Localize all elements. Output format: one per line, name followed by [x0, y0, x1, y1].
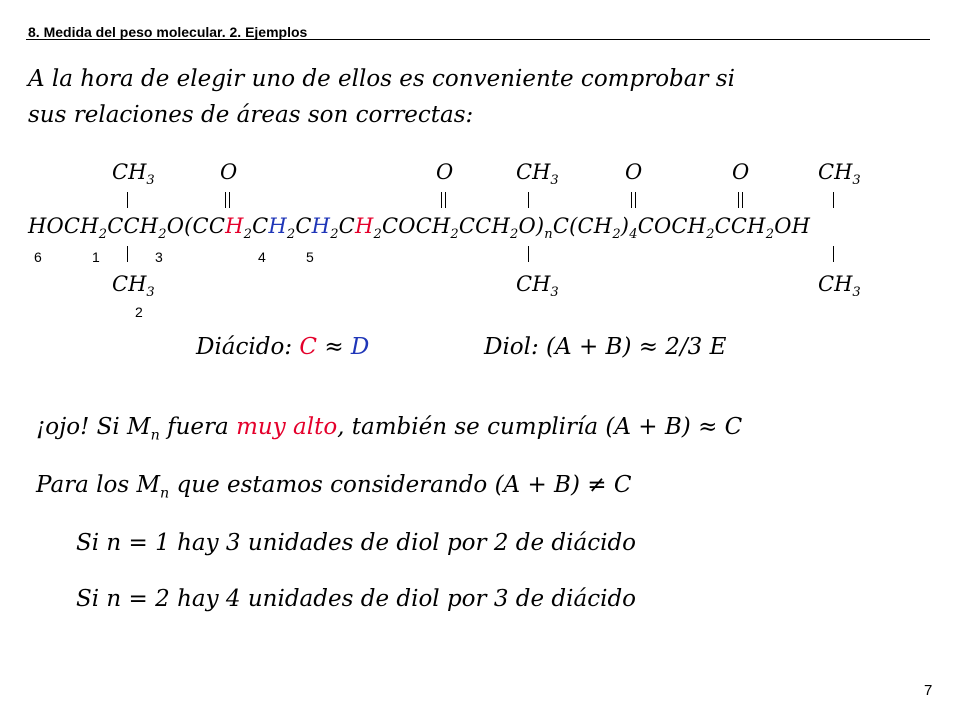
slide-title: 8. Medida del peso molecular. 2. Ejemplos	[28, 24, 308, 40]
bond-single	[833, 192, 834, 208]
bottom-ch3-2: $CH_3$	[516, 272, 559, 301]
top-o-4: O	[732, 160, 750, 184]
page-number: 7	[924, 682, 933, 699]
bond-single	[528, 192, 529, 208]
bond-double	[631, 192, 636, 208]
bottom-ch3-3: $CH_3$	[818, 272, 861, 301]
bond-single	[127, 192, 128, 208]
top-o-1: O	[220, 160, 238, 184]
label-6: 6	[34, 249, 42, 265]
top-ch3-2: $CH_3$	[516, 160, 559, 189]
para-note: Para los $M_n$ que estamos considerando (A + B) ≠ C	[36, 472, 632, 502]
case-n1: Si n = 1 hay 3 unidades de diol por 2 de diácido	[76, 530, 637, 556]
case-n2: Si n = 2 hay 4 unidades de diol por 3 de diácido	[76, 586, 637, 612]
header-divider	[26, 39, 930, 40]
top-ch3-3: $CH_3$	[818, 160, 861, 189]
bottom-ch3-1: $CH_3$	[112, 272, 155, 301]
intro-line-1: A la hora de elegir uno de ellos es conveniente comprobar si	[28, 66, 735, 92]
diol-relation: Diol: (A + B) ≈ 2/3 E	[484, 334, 727, 360]
bond-double	[441, 192, 446, 208]
label-5: 5	[306, 249, 314, 265]
bond-single	[833, 246, 834, 262]
top-o-3: O	[625, 160, 643, 184]
label-4: 4	[258, 249, 266, 265]
bond-single	[127, 246, 128, 262]
intro-line-2: sus relaciones de áreas son correctas:	[28, 102, 474, 128]
diacid-relation: Diácido: C ≈ D	[196, 334, 370, 360]
bond-single	[528, 246, 529, 262]
label-3: 3	[155, 249, 163, 265]
label-2: 2	[135, 304, 143, 320]
top-ch3-1: $CH_3$	[112, 160, 155, 189]
top-o-2: O	[436, 160, 454, 184]
main-formula: $HOCH_2CCH_2O(CCH_2CH_2CH_2CH_2COCH_2CCH_2O)_nC(CH_2)_4COCH_2CCH_2OH$	[28, 214, 811, 243]
bond-double	[738, 192, 743, 208]
label-1: 1	[92, 249, 100, 265]
bond-double	[225, 192, 230, 208]
ojo-note: ¡ojo! Si $M_n$ fuera muy alto, también se cumpliría (A + B) ≈ C	[36, 414, 743, 444]
